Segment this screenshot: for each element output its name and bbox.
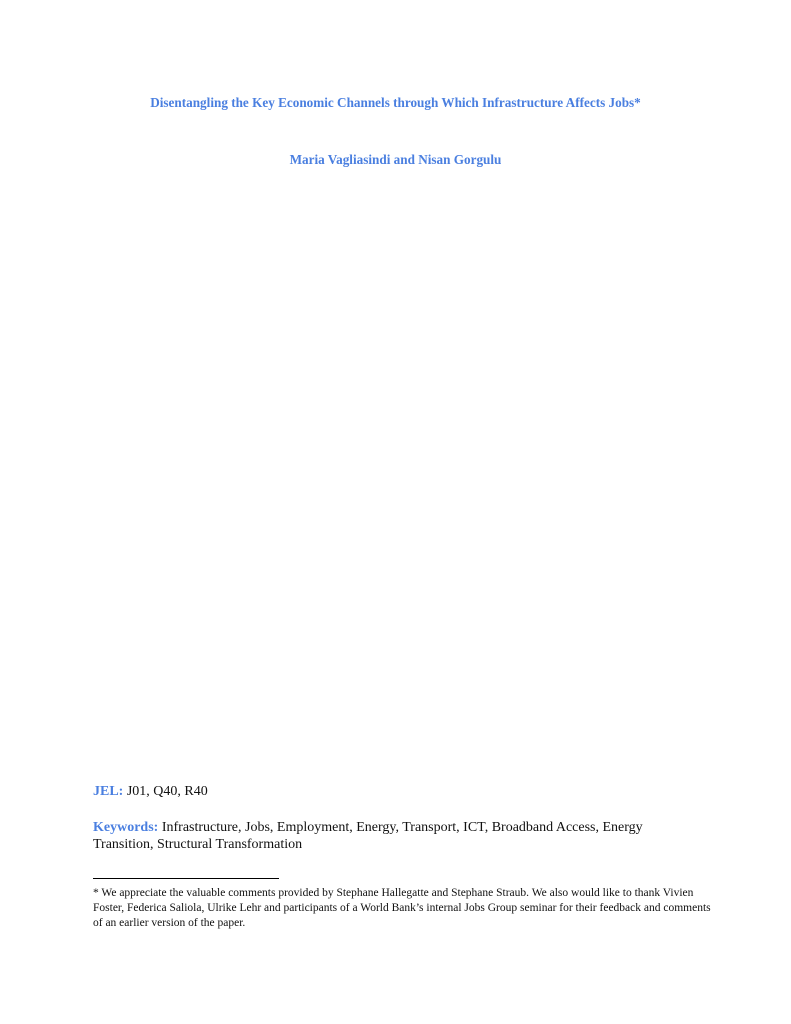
keywords xyxy=(93,819,693,853)
keywords-value: Infrastructure, Jobs, Employment, Energy, Transport, ICT, Broadband Access, Energy Transition, Structural Transformation xyxy=(93,820,643,852)
footnote: * We appreciate the valuable comments provided by Stephane Hallegatte and Stephane Straub. We also would like to thank Vivien Foster, Federica Saliola, Ulrike Lehr and participants of a World Bank’s internal Jobs Group seminar for their feedback and comments of an earlier version of the paper. xyxy=(93,887,711,929)
author-names: Maria Vagliasindi and Nisan Gorgulu xyxy=(289,152,502,167)
jel-codes xyxy=(93,784,208,800)
jel-value: J01, Q40, R40 xyxy=(126,784,208,799)
footnote-divider xyxy=(93,878,279,879)
jel-label: JEL: xyxy=(93,784,124,799)
keywords-label: Keywords: xyxy=(93,820,159,835)
page-title: Disentangling the Key Economic Channels through Which Infrastructure Affects Jobs* xyxy=(150,95,641,110)
